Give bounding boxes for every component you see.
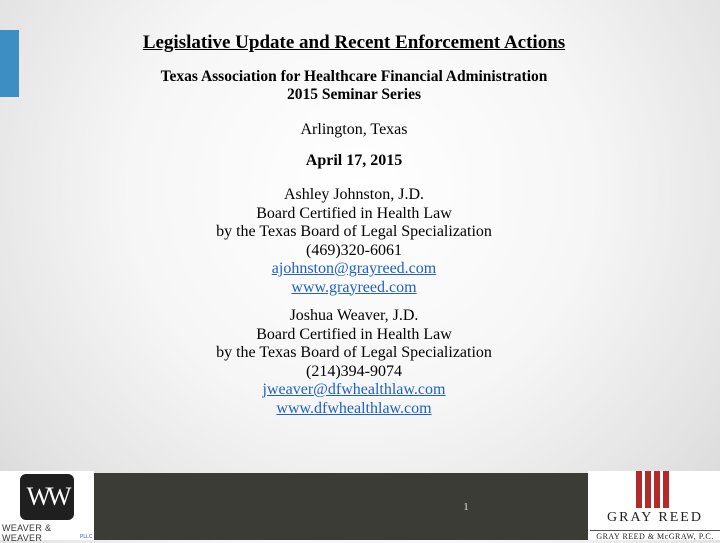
presenter-credential: Board Certified in Health Law — [256, 325, 452, 343]
ww-monogram: WW — [20, 474, 74, 520]
organization-heading — [0, 68, 708, 104]
gray-reed-bar-icon — [645, 471, 651, 508]
presenter-name: Ashley Johnston, J.D. — [283, 186, 424, 203]
presenter-1 — [0, 186, 708, 297]
weaver-and-weaver-logo — [0, 471, 94, 543]
ww-firm-suffix: PLLC — [80, 534, 93, 540]
seminar-series: 2015 Seminar Series — [286, 86, 422, 103]
gray-reed-name: GRAY REED — [607, 510, 703, 525]
presenter-phone: (469)320-6061 — [306, 241, 402, 259]
presenter-phone: (214)394-9074 — [306, 362, 402, 380]
footer — [0, 471, 720, 543]
gray-reed-bar-icon — [663, 471, 669, 508]
presenter-board: by the Texas Board of Legal Specialization — [216, 344, 492, 361]
gray-reed-bar-icon — [654, 471, 660, 508]
presenter-email-link[interactable]: jweaver@dfwhealthlaw.com — [262, 381, 446, 398]
slide-title: Legislative Update and Recent Enforcement Actions — [142, 32, 566, 53]
gray-reed-logo — [588, 471, 720, 540]
organization-name: Texas Association for Healthcare Financial Administration — [160, 68, 548, 85]
presenter-name: Joshua Weaver, J.D. — [289, 307, 419, 324]
gray-reed-subtitle: GRAY REED & McGRAW, P.C. — [590, 530, 720, 541]
ww-firm-name: WEAVER & WEAVER — [2, 523, 52, 543]
page-number: 1 — [463, 501, 469, 513]
presenter-website-link[interactable]: www.grayreed.com — [291, 278, 417, 296]
footer-band — [94, 473, 588, 540]
presenter-board: by the Texas Board of Legal Specialization — [216, 223, 492, 240]
gray-reed-bar-icon — [636, 471, 642, 508]
presenter-2 — [0, 307, 708, 418]
presenter-credential: Board Certified in Health Law — [256, 204, 452, 222]
presenter-website-link[interactable]: www.dfwhealthlaw.com — [276, 399, 432, 417]
presenter-email-link[interactable]: ajohnston@grayreed.com — [271, 260, 437, 277]
location: Arlington, Texas — [300, 121, 408, 138]
presentation-date: April 17, 2015 — [305, 152, 403, 169]
